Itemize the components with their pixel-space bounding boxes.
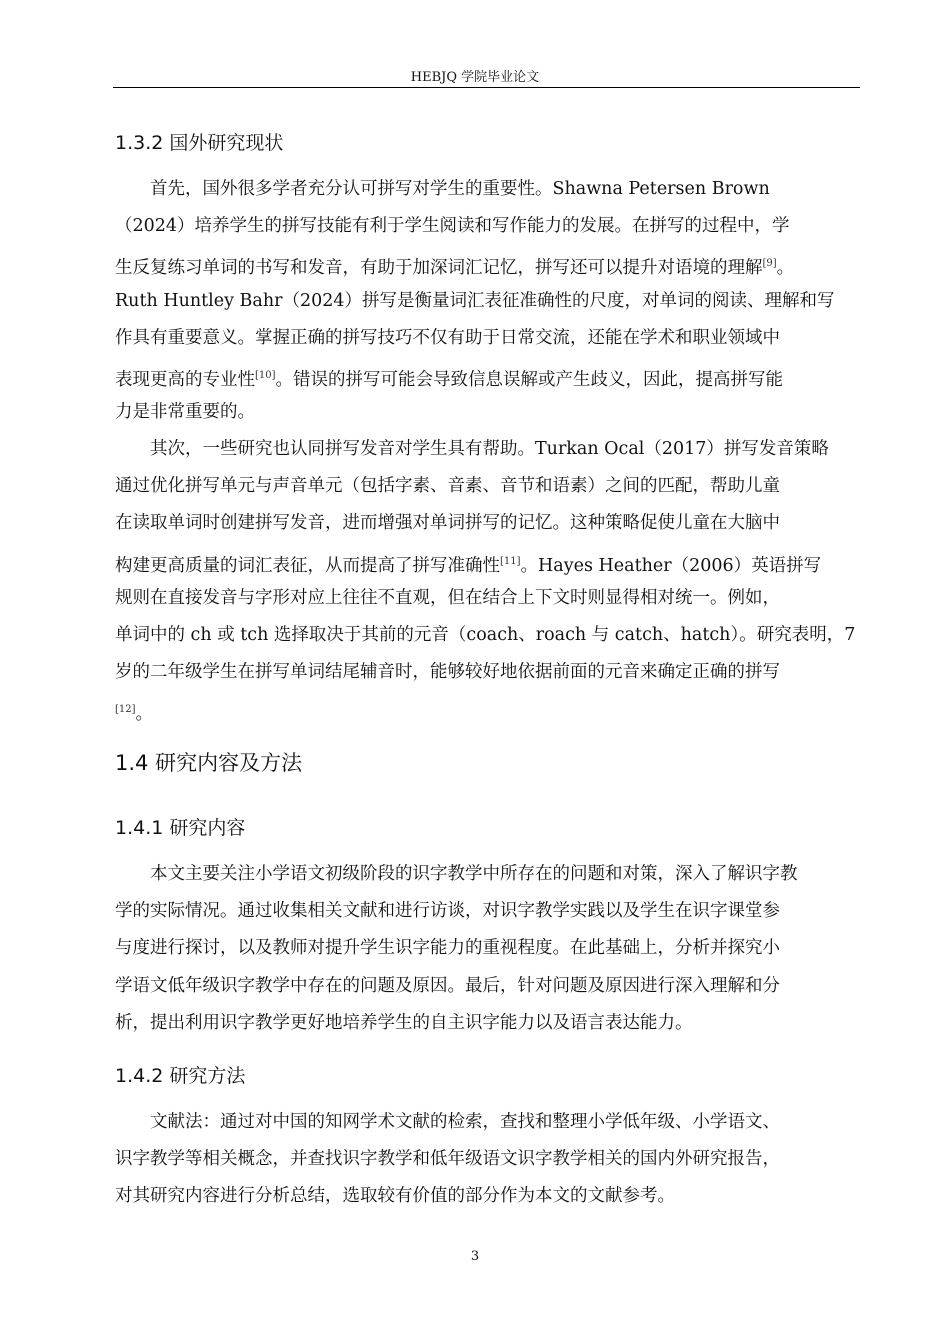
- line-text: 作具有重要意义。掌握正确的拼写技巧不仅有助于日常交流，还能在学术和职业领域中: [115, 327, 780, 348]
- line-text: 在读取单词时创建拼写发音，进而增强对单词拼写的记忆。这种策略促使儿童在大脑中: [115, 513, 780, 534]
- text-line: [115, 283, 860, 320]
- line-text: 。: [135, 704, 154, 725]
- line-text: 文献法：通过对中国的知网学术文献的检索，查找和整理小学低年级、小学语文、: [115, 1112, 780, 1132]
- paragraph-research-content: [115, 856, 860, 1042]
- line-text: 。Hayes Heather（2006）英语拼写: [520, 555, 822, 576]
- line-text: 生反复练习单词的书写和发音，有助于加深词汇记忆，拼写还可以提升对语境的理解: [115, 258, 763, 279]
- text-line: [115, 208, 860, 245]
- line-text: Ruth Huntley Bahr（2024）拼写是衡量词汇表征准确性的尺度，对单词的阅读、理解和写: [115, 290, 835, 311]
- text-line: [115, 468, 860, 505]
- line-text: 对其研究内容进行分析总结，选取较有价值的部分作为本文的文献参考。: [115, 1186, 675, 1207]
- page-number: 3: [470, 1249, 480, 1264]
- paragraph-spelling-pronunciation: [115, 431, 860, 729]
- line-text: 。: [776, 258, 795, 279]
- line-text: 识字教学等相关概念，并查找识字教学和低年级语文识字教学相关的国内外研究报告，: [115, 1149, 780, 1170]
- citation-marker: [10]: [255, 369, 276, 381]
- line-text: 。错误的拼写可能会导致信息误解或产生歧义，因此，提高拼写能: [275, 369, 784, 390]
- text-line: [115, 543, 860, 580]
- citation-marker: [9]: [762, 258, 777, 270]
- line-text: 与度进行探讨，以及教师对提升学生识字能力的重视程度。在此基础上，分析并探究小: [115, 938, 780, 959]
- paragraph-research-method: [115, 1104, 860, 1216]
- text-line: [115, 1104, 860, 1141]
- text-line: [115, 245, 860, 282]
- section-heading-1-4-2: 1.4.2 研究方法: [115, 1065, 246, 1087]
- line-text: 单词中的 ch 或 tch 选择取决于其前的元音（coach、roach 与 catch、hatch）。研究表明，7: [115, 624, 856, 645]
- line-text: （2024）培养学生的拼写技能有利于学生阅读和写作能力的发展。在拼写的过程中，学: [115, 216, 790, 237]
- text-line: [115, 1005, 860, 1042]
- line-text: 规则在直接发音与字形对应上往往不直观，但在结合上下文时则显得相对统一。例如，: [115, 587, 780, 608]
- text-line: [115, 171, 860, 208]
- text-line: [115, 654, 860, 691]
- text-line: [115, 856, 860, 893]
- text-line: [115, 357, 860, 394]
- line-text: 其次，一些研究也认同拼写发音对学生具有帮助。Turkan Ocal（2017）拼写发音策略: [115, 439, 829, 459]
- line-text: 学的实际情况。通过收集相关文献和进行访谈，对识字教学实践以及学生在识字课堂参: [115, 901, 780, 922]
- text-line: [115, 505, 860, 542]
- line-text: 构建更高质量的词汇表征，从而提高了拼写准确性: [115, 555, 500, 576]
- page-header: HEBJQ 学院毕业论文: [410, 70, 540, 85]
- line-text: 首先，国外很多学者充分认可拼写对学生的重要性。Shawna Petersen Brown: [115, 179, 770, 199]
- citation-marker: [12]: [115, 704, 136, 716]
- line-text: 通过优化拼写单元与声音单元（包括字素、音素、音节和语素）之间的匹配，帮助儿童: [115, 476, 780, 497]
- paragraph-foreign-research: [115, 171, 860, 431]
- line-text: 析，提出利用识字教学更好地培养学生的自主识字能力以及语言表达能力。: [115, 1012, 693, 1033]
- section-heading-1-4-1: 1.4.1 研究内容: [115, 817, 246, 839]
- text-line: [115, 930, 860, 967]
- text-line: [115, 968, 860, 1005]
- text-line: [115, 394, 860, 431]
- header-rule: [113, 87, 860, 88]
- section-heading-1-3-2: 1.3.2 国外研究现状: [115, 132, 284, 154]
- line-text: 力是非常重要的。: [115, 402, 255, 423]
- citation-marker: [11]: [500, 555, 521, 567]
- line-text: 本文主要关注小学语文初级阶段的识字教学中所存在的问题和对策，深入了解识字教: [115, 864, 798, 884]
- line-text: 岁的二年级学生在拼写单词结尾辅音时，能够较好地依据前面的元音来确定正确的拼写: [115, 662, 780, 683]
- line-text: 表现更高的专业性: [115, 369, 255, 390]
- text-line: [115, 617, 860, 654]
- line-text: 学语文低年级识字教学中存在的问题及原因。最后，针对问题及原因进行深入理解和分: [115, 975, 780, 996]
- text-line: [115, 431, 860, 468]
- text-line: [115, 1178, 860, 1215]
- text-line: [115, 320, 860, 357]
- text-line: [115, 893, 860, 930]
- section-heading-1-4: 1.4 研究内容及方法: [115, 751, 303, 775]
- text-line: [115, 580, 860, 617]
- text-line: [115, 691, 860, 728]
- text-line: [115, 1141, 860, 1178]
